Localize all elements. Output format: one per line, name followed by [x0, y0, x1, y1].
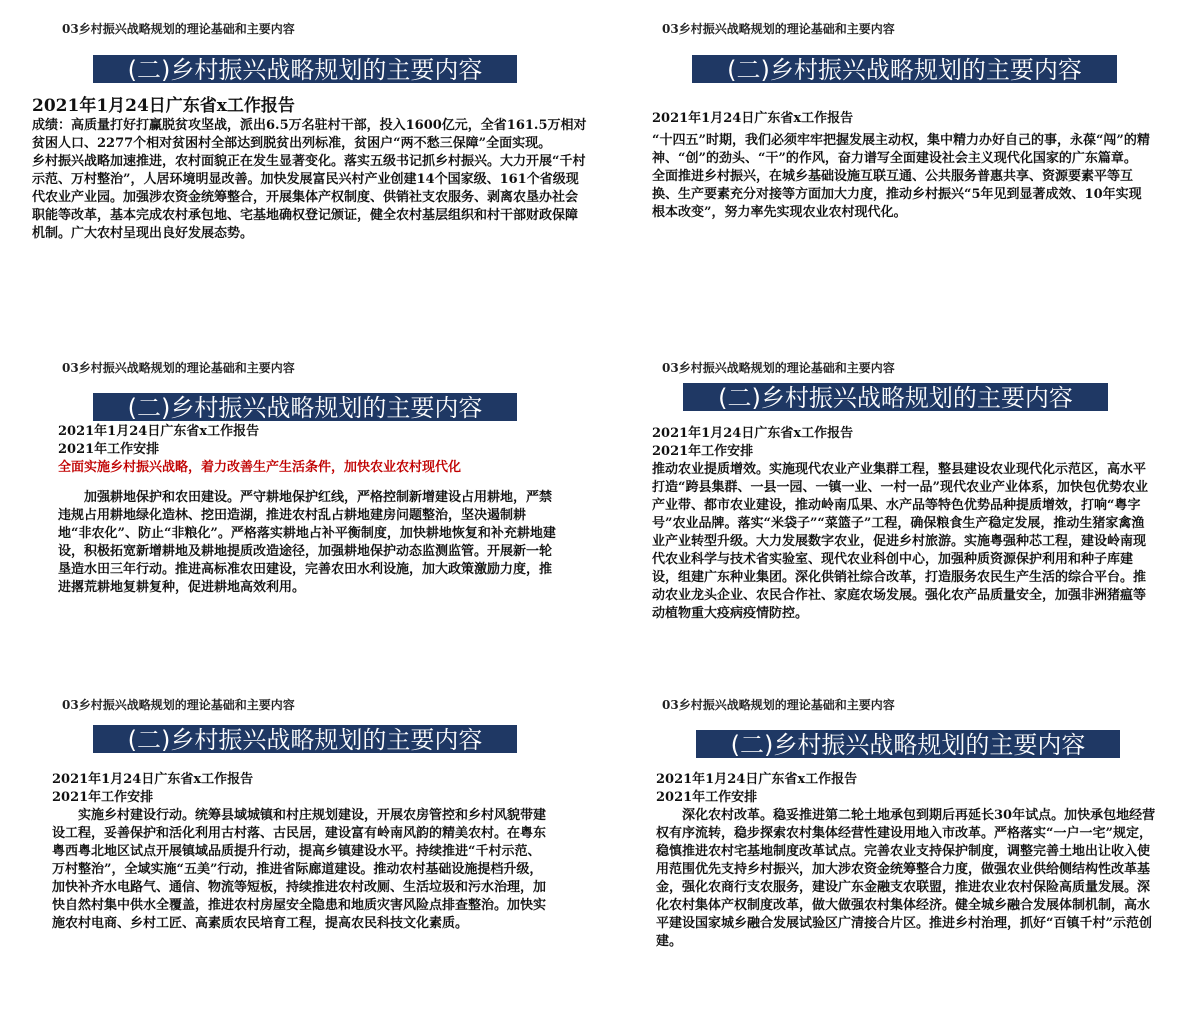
slide-body	[58, 423, 558, 597]
section-breadcrumb: 03乡村振兴战略规划的理论基础和主要内容	[662, 361, 895, 375]
paragraph: 成绩：高质量打好打赢脱贫攻坚战，派出6.5万名驻村干部，投入1600亿元，全省161.5万相对贫困人口、2277个相对贫困村全部达到脱贫出列标准，贫困户“两不愁三保障”全面实现。	[32, 118, 587, 151]
report-title: 2021年1月24日广东省x工作报告	[58, 424, 260, 439]
slide-body	[32, 95, 587, 243]
section-banner: (二)乡村振兴战略规划的主要内容	[683, 383, 1108, 411]
paragraph: 加强耕地保护和农田建设。严守耕地保护红线，严格控制新增建设占用耕地，严禁违规占用耕地绿化造林、挖田造湖，推进农村乱占耕地建房问题整治，坚决遏制耕地“非农化”、防止“非粮化”。严格落实耕地占补平衡制度，加快耕地恢复和补充耕地建设，积极拓宽新增耕地及耕地提质改造途径，加强耕地保护动态监测监管。开展新一轮垦造水田三年行动。推进高标准农田建设，完善农田水利设施，加大政策激励力度，推进撂荒耕地复耕复种，促进耕地高效利用。	[58, 490, 556, 595]
section-breadcrumb: 03乡村振兴战略规划的理论基础和主要内容	[662, 698, 895, 712]
slide-3	[0, 345, 560, 675]
slide-body	[656, 771, 1161, 951]
report-title: 2021年1月24日广东省x工作报告	[52, 772, 254, 787]
slide-body	[52, 771, 552, 933]
paragraph: “十四五”时期，我们必须牢牢把握发展主动权，集中精力办好自己的事，永葆“闯”的精神、“创”的劲头、“干”的作风，奋力谱写全面建设社会主义现代化国家的广东篇章。	[652, 133, 1150, 166]
slide-2	[600, 0, 1160, 330]
section-banner: (二)乡村振兴战略规划的主要内容	[696, 730, 1120, 758]
report-title: 2021年1月24日广东省x工作报告	[652, 111, 854, 126]
section-banner: (二)乡村振兴战略规划的主要内容	[93, 55, 517, 83]
slide-body	[652, 425, 1152, 623]
slide-5	[0, 690, 560, 1010]
paragraph: 推动农业提质增效。实施现代农业产业集群工程，整县建设农业现代化示范区，高水平打造“跨县集群、一县一园、一镇一业、一村一品”现代农业产业体系，加快包优势农业产业带、都市农业建设，推动岭南瓜果、水产品等特色优势品种提质增效，打响“粤字号”农业品牌。落实“米袋子”“菜篮子”工程，确保粮食生产稳定发展，推动生猪家禽渔业产业转型升级。大力发展数字农业，促进乡村旅游。实施粤强种芯工程，建设岭南现代农业科学与技术省实验室、现代农业科创中心，加强种质资源保护利用和种子库建设，组建广东种业集团。深化供销社综合改革，打造服务农民生产生活的综合平台。推动农业龙头企业、农民合作社、家庭农场发展。强化农产品质量安全，加强非洲猪瘟等动植物重大疫病疫情防控。	[652, 462, 1148, 621]
highlight-statement: 全面实施乡村振兴战略，着力改善生产生活条件，加快农业农村现代化	[58, 460, 462, 475]
slide-4	[600, 345, 1160, 675]
paragraph: 全面推进乡村振兴，在城乡基础设施互联互通、公共服务普惠共享、资源要素平等互换、生产要素充分对接等方面加大力度，推动乡村振兴“5年见到显著成效、10年实现根本改变”，努力率先实现农业农村现代化。	[652, 169, 1142, 220]
slide-1	[0, 0, 587, 330]
slide-body	[652, 110, 1152, 222]
report-title: 2021年1月24日广东省x工作报告	[656, 772, 858, 787]
paragraph: 乡村振兴战略加速推进，农村面貌正在发生显著变化。落实五级书记抓乡村振兴。大力开展“千村示范、万村整治”，人居环境明显改善。加快发展富民兴村产业创建14个国家级、161个省级现代农业产业园。加强涉农资金统筹整合，开展集体产权制度、供销社支农服务、剥离农垦办社会职能等改革，基本完成农村承包地、宅基地确权登记颁证，健全农村基层组织和村干部财政保障机制。广大农村呈现出良好发展态势。	[32, 154, 586, 241]
report-title: 2021年1月24日广东省x工作报告	[32, 96, 295, 116]
section-subtitle: 2021年工作安排	[52, 790, 154, 805]
slide-6	[600, 690, 1160, 1010]
section-breadcrumb: 03乡村振兴战略规划的理论基础和主要内容	[662, 22, 895, 36]
section-breadcrumb: 03乡村振兴战略规划的理论基础和主要内容	[62, 698, 295, 712]
section-banner: (二)乡村振兴战略规划的主要内容	[93, 393, 517, 421]
section-subtitle: 2021年工作安排	[58, 442, 160, 457]
section-banner: (二)乡村振兴战略规划的主要内容	[692, 55, 1117, 83]
paragraph: 深化农村改革。稳妥推进第二轮土地承包到期后再延长30年试点。加快承包地经营权有序流转，稳步探索农村集体经营性建设用地入市改革。严格落实“一户一宅”规定，稳慎推进农村宅基地制度改革试点。完善农业支持保护制度，调整完善土地出让收入使用范围优先支持乡村振兴，加大涉农资金统筹整合力度，做强农业供给侧结构性改革基金，强化农商行支农服务，建设广东金融支农联盟，推进农业农村保险高质量发展。深化农村集体产权制度改革，做大做强农村集体经济。健全城乡融合发展体制机制，高水平建设国家城乡融合发展试验区广清接合片区。推进乡村治理，抓好“百镇千村”示范创建。	[656, 808, 1156, 949]
section-banner: (二)乡村振兴战略规划的主要内容	[93, 725, 517, 753]
section-subtitle: 2021年工作安排	[652, 444, 754, 459]
section-breadcrumb: 03乡村振兴战略规划的理论基础和主要内容	[62, 361, 295, 375]
section-breadcrumb: 03乡村振兴战略规划的理论基础和主要内容	[62, 22, 295, 36]
section-subtitle: 2021年工作安排	[656, 790, 758, 805]
report-title: 2021年1月24日广东省x工作报告	[652, 426, 854, 441]
paragraph: 实施乡村建设行动。统筹县域城镇和村庄规划建设，开展农房管控和乡村风貌带建设工程，妥善保护和活化利用古村落、古民居，建设富有岭南风韵的精美农村。在粤东粤西粤北地区试点开展镇域品质提升行动，提高乡镇建设水平。持续推进“千村示范、万村整治”，全域实施“五美”行动，推进省际廊道建设。推动农村基础设施提档升级，加快补齐水电路气、通信、物流等短板，持续推进农村改厕、生活垃圾和污水治理，加快自然村集中供水全覆盖，推进农村房屋安全隐患和地质灾害风险点排查整治。加快实施农村电商、乡村工匠、高素质农民培育工程，提高农民科技文化素质。	[52, 808, 547, 931]
